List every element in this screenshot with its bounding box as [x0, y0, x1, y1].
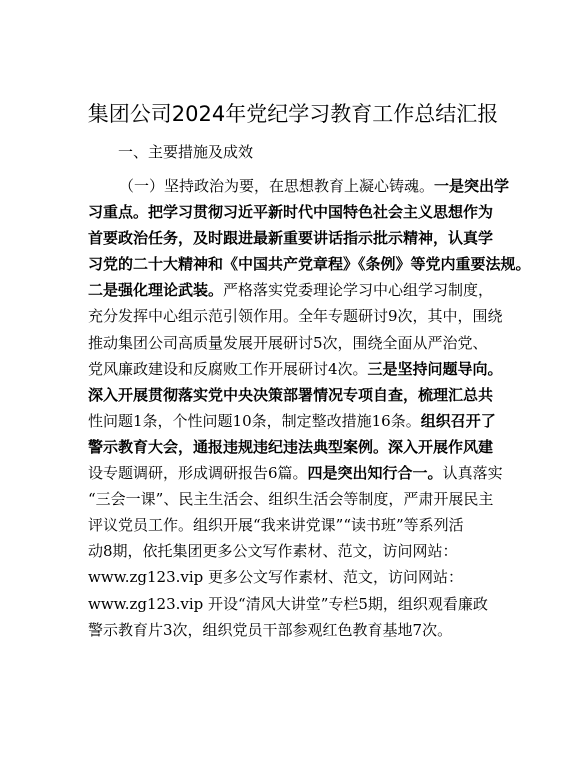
bold-text: 组织召开了 — [420, 411, 496, 430]
paragraph-line — [88, 538, 508, 564]
bold-text: 二是强化理论武装。 — [88, 281, 224, 300]
text-run: 推动集团公司高质量发展开展研讨5次，围绕全面从严治党、 — [88, 333, 488, 352]
paragraph-line — [88, 591, 508, 617]
text-run: 动8期，依托集团更多公文写作素材、范文，访问网站： — [88, 542, 458, 561]
text-run: 认真落实 — [442, 464, 503, 483]
paragraph-line — [88, 225, 508, 251]
document-body — [88, 173, 531, 643]
bold-text: 三是坚持问题导向。 — [367, 359, 503, 378]
bold-text: 深入开展贯彻落实党中央决策部署情况专项自查，梳理汇总共 — [88, 385, 494, 404]
paragraph-line — [88, 330, 508, 356]
bold-text: 四是突出知行合一。 — [307, 464, 443, 483]
bold-text: 警示教育大会，通报违规违纪违法典型案例。深入开展作风建 — [88, 437, 494, 456]
text-run: （一）坚持政治为要，在思想教育上凝心铸魂。 — [119, 177, 435, 195]
bold-text: 首要政治任务，及时跟进最新重要讲话指示批示精神，认真学 — [88, 229, 494, 248]
document-title: 集团公司2024年党纪学习教育工作总结汇报 — [87, 102, 499, 126]
text-run: “三会一课”、民主生活会、组织生活会等制度，严肃开展民主 — [88, 490, 494, 509]
text-run: 充分发挥中心组示范引领作用。全年专题研讨9次，其中，围绕 — [88, 307, 503, 326]
text-run: 设专题调研，形成调研报告6篇。 — [88, 464, 308, 483]
paragraph-line — [88, 356, 508, 382]
paragraph-line — [88, 173, 508, 199]
paragraph-line — [88, 434, 508, 460]
bold-text: 习党的二十大精神和《中国共产党章程》《条例》等党内重要法规。 — [88, 255, 531, 274]
text-run: www.zg123.vip 开设“清风大讲堂”专栏5期，组织观看廉政 — [88, 594, 488, 613]
text-run: 评议党员工作。组织开展“我来讲党课”“读书班”等系列活 — [88, 516, 464, 535]
paragraph-line — [88, 460, 508, 486]
text-run: 警示教育片3次，组织党员干部参观红色教育基地7次。 — [88, 620, 453, 639]
paragraph-line — [88, 251, 531, 277]
text-run: 严格落实党委理论学习中心组学习制度， — [223, 281, 494, 300]
section-heading: 一、主要措施及成效 — [118, 143, 254, 161]
text-run: 性问题1条，个性问题10条，制定整改措施16条。 — [88, 411, 421, 430]
paragraph-line — [88, 199, 508, 225]
bold-text: 一是突出学 — [434, 177, 510, 195]
paragraph-line — [88, 512, 508, 538]
paragraph-line — [88, 486, 508, 512]
paragraph-line — [88, 303, 508, 329]
paragraph-line — [88, 617, 508, 643]
paragraph-line — [88, 277, 508, 303]
bold-text: 习重点。把学习贯彻习近平新时代中国特色社会主义思想作为 — [88, 203, 494, 222]
paragraph-line — [88, 382, 508, 408]
text-run: 党风廉政建设和反腐败工作开展研讨4次。 — [88, 359, 368, 378]
text-run: www.zg123.vip 更多公文写作素材、范文，访问网站： — [88, 568, 464, 587]
paragraph-line — [88, 564, 508, 590]
paragraph-line — [88, 408, 508, 434]
